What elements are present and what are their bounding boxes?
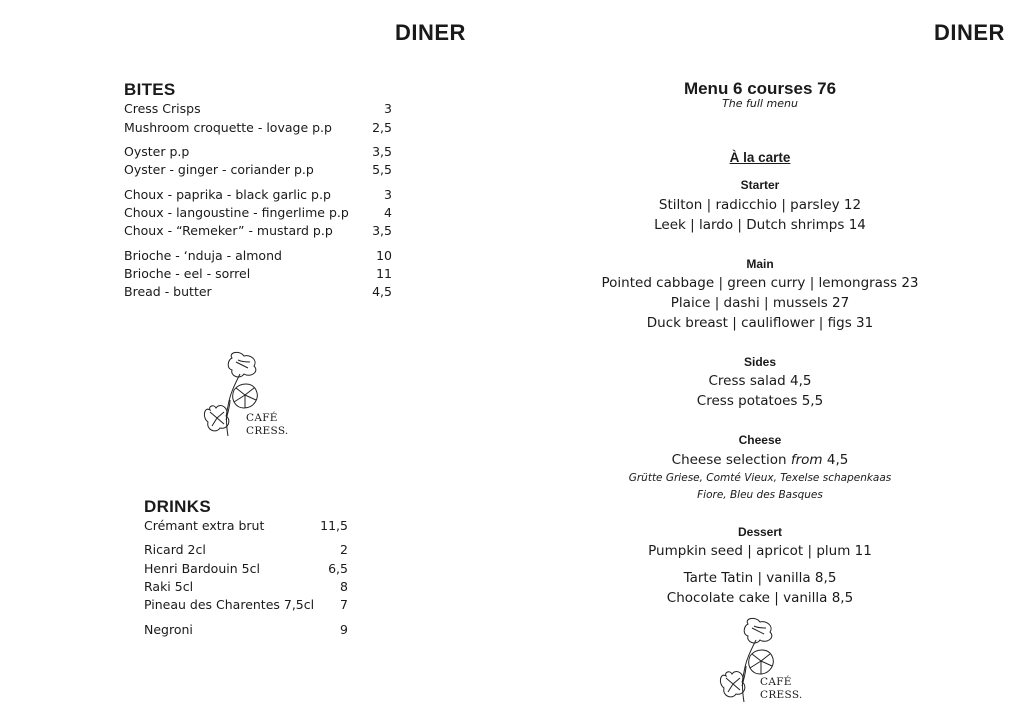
dish-item: Cress salad 4,5 — [708, 373, 812, 389]
cheese-dishes — [580, 450, 940, 504]
dish-item: Duck breast | cauliflower | figs 31 — [646, 315, 874, 331]
dish-item: Plaice | dashi | mussels 27 — [670, 295, 850, 311]
menu-subtitle: The full menu — [722, 97, 798, 110]
item-name: Pineau des Charentes 7,5cl — [144, 597, 315, 612]
item-name: Raki 5cl — [144, 579, 194, 594]
item-name: Crémant extra brut — [144, 518, 265, 533]
dessert-dishes — [580, 541, 940, 608]
item-price: 4 — [384, 205, 392, 220]
main-heading: Main — [746, 257, 774, 271]
item-name: Oyster p.p — [124, 144, 190, 159]
item-name: Choux - langoustine - fingerlime p.p — [124, 205, 349, 220]
item-name: Choux - “Remeker” - mustard p.p — [124, 223, 333, 238]
menu-title: Menu 6 courses 76 — [683, 79, 837, 98]
right-page-title: DINER — [934, 20, 1005, 45]
item-price: 10 — [376, 248, 392, 263]
item-price: 11,5 — [320, 518, 348, 533]
logo-line-cress: CRESS. — [246, 425, 289, 437]
cheese-price: 4,5 — [826, 452, 849, 468]
item-price: 3,5 — [372, 144, 392, 159]
item-price: 9 — [340, 622, 348, 637]
item-price: 11 — [376, 266, 392, 281]
dish-item: Tarte Tatin | vanilla 8,5 — [683, 570, 837, 586]
dish-item: Stilton | radicchio | parsley 12 — [658, 197, 862, 213]
item-name: Bread - butter — [124, 284, 212, 299]
cheese-dish-name: Cheese selection — [671, 452, 787, 468]
cheese-note: Fiore, Bleu des Basques — [697, 489, 823, 501]
item-price: 5,5 — [372, 162, 392, 177]
dish-item: Chocolate cake | vanilla 8,5 — [666, 590, 854, 606]
logo-line-cress: CRESS. — [760, 689, 803, 701]
item-price: 8 — [340, 579, 348, 594]
cheese-dish — [580, 450, 940, 470]
bites-heading: BITES — [124, 80, 176, 99]
menu-section — [580, 79, 940, 110]
cafe-cress-logo — [716, 616, 816, 711]
starter-heading: Starter — [740, 178, 780, 192]
main-dishes — [580, 273, 940, 333]
logo-line-cafe: CAFÉ — [246, 412, 278, 424]
item-price: 3 — [384, 101, 392, 116]
sides-heading: Sides — [743, 355, 776, 369]
item-name: Choux - paprika - black garlic p.p — [124, 187, 331, 202]
item-name: Henri Bardouin 5cl — [144, 561, 260, 576]
starter-dishes — [580, 195, 940, 235]
item-name: Brioche - eel - sorrel — [124, 266, 251, 281]
item-name: Brioche - ‘nduja - almond — [124, 248, 282, 263]
dish-item: Pumpkin seed | apricot | plum 11 — [648, 543, 872, 559]
item-name: Cress Crisps — [124, 101, 201, 116]
drinks-heading: DRINKS — [144, 497, 211, 516]
logo-line-cafe: CAFÉ — [760, 676, 792, 688]
cafe-cress-logo — [200, 350, 300, 445]
dish-item: Leek | lardo | Dutch shrimps 14 — [654, 217, 866, 233]
item-price: 2,5 — [372, 120, 392, 135]
dish-item: Cress potatoes 5,5 — [696, 393, 824, 409]
item-name: Oyster - ginger - coriander p.p — [124, 162, 314, 177]
item-price: 3 — [384, 187, 392, 202]
cheese-note: Grütte Griese, Comté Vieux, Texelse schapenkaas — [628, 472, 892, 484]
sides-dishes — [580, 371, 940, 411]
item-name: Negroni — [144, 622, 193, 637]
item-price: 3,5 — [372, 223, 392, 238]
cheese-heading: Cheese — [738, 433, 782, 447]
dish-item: Pointed cabbage | green curry | lemongrass 23 — [601, 275, 919, 291]
left-page-title: DINER — [395, 20, 466, 45]
dessert-heading: Dessert — [737, 525, 783, 539]
cheese-from-label: from — [790, 452, 823, 468]
item-price: 6,5 — [328, 561, 348, 576]
item-name: Ricard 2cl — [144, 542, 206, 557]
item-price: 7 — [340, 597, 348, 612]
item-price: 4,5 — [372, 284, 392, 299]
item-name: Mushroom croquette - lovage p.p — [124, 120, 332, 135]
item-price: 2 — [340, 542, 348, 557]
a-la-carte-heading: À la carte — [729, 150, 791, 165]
